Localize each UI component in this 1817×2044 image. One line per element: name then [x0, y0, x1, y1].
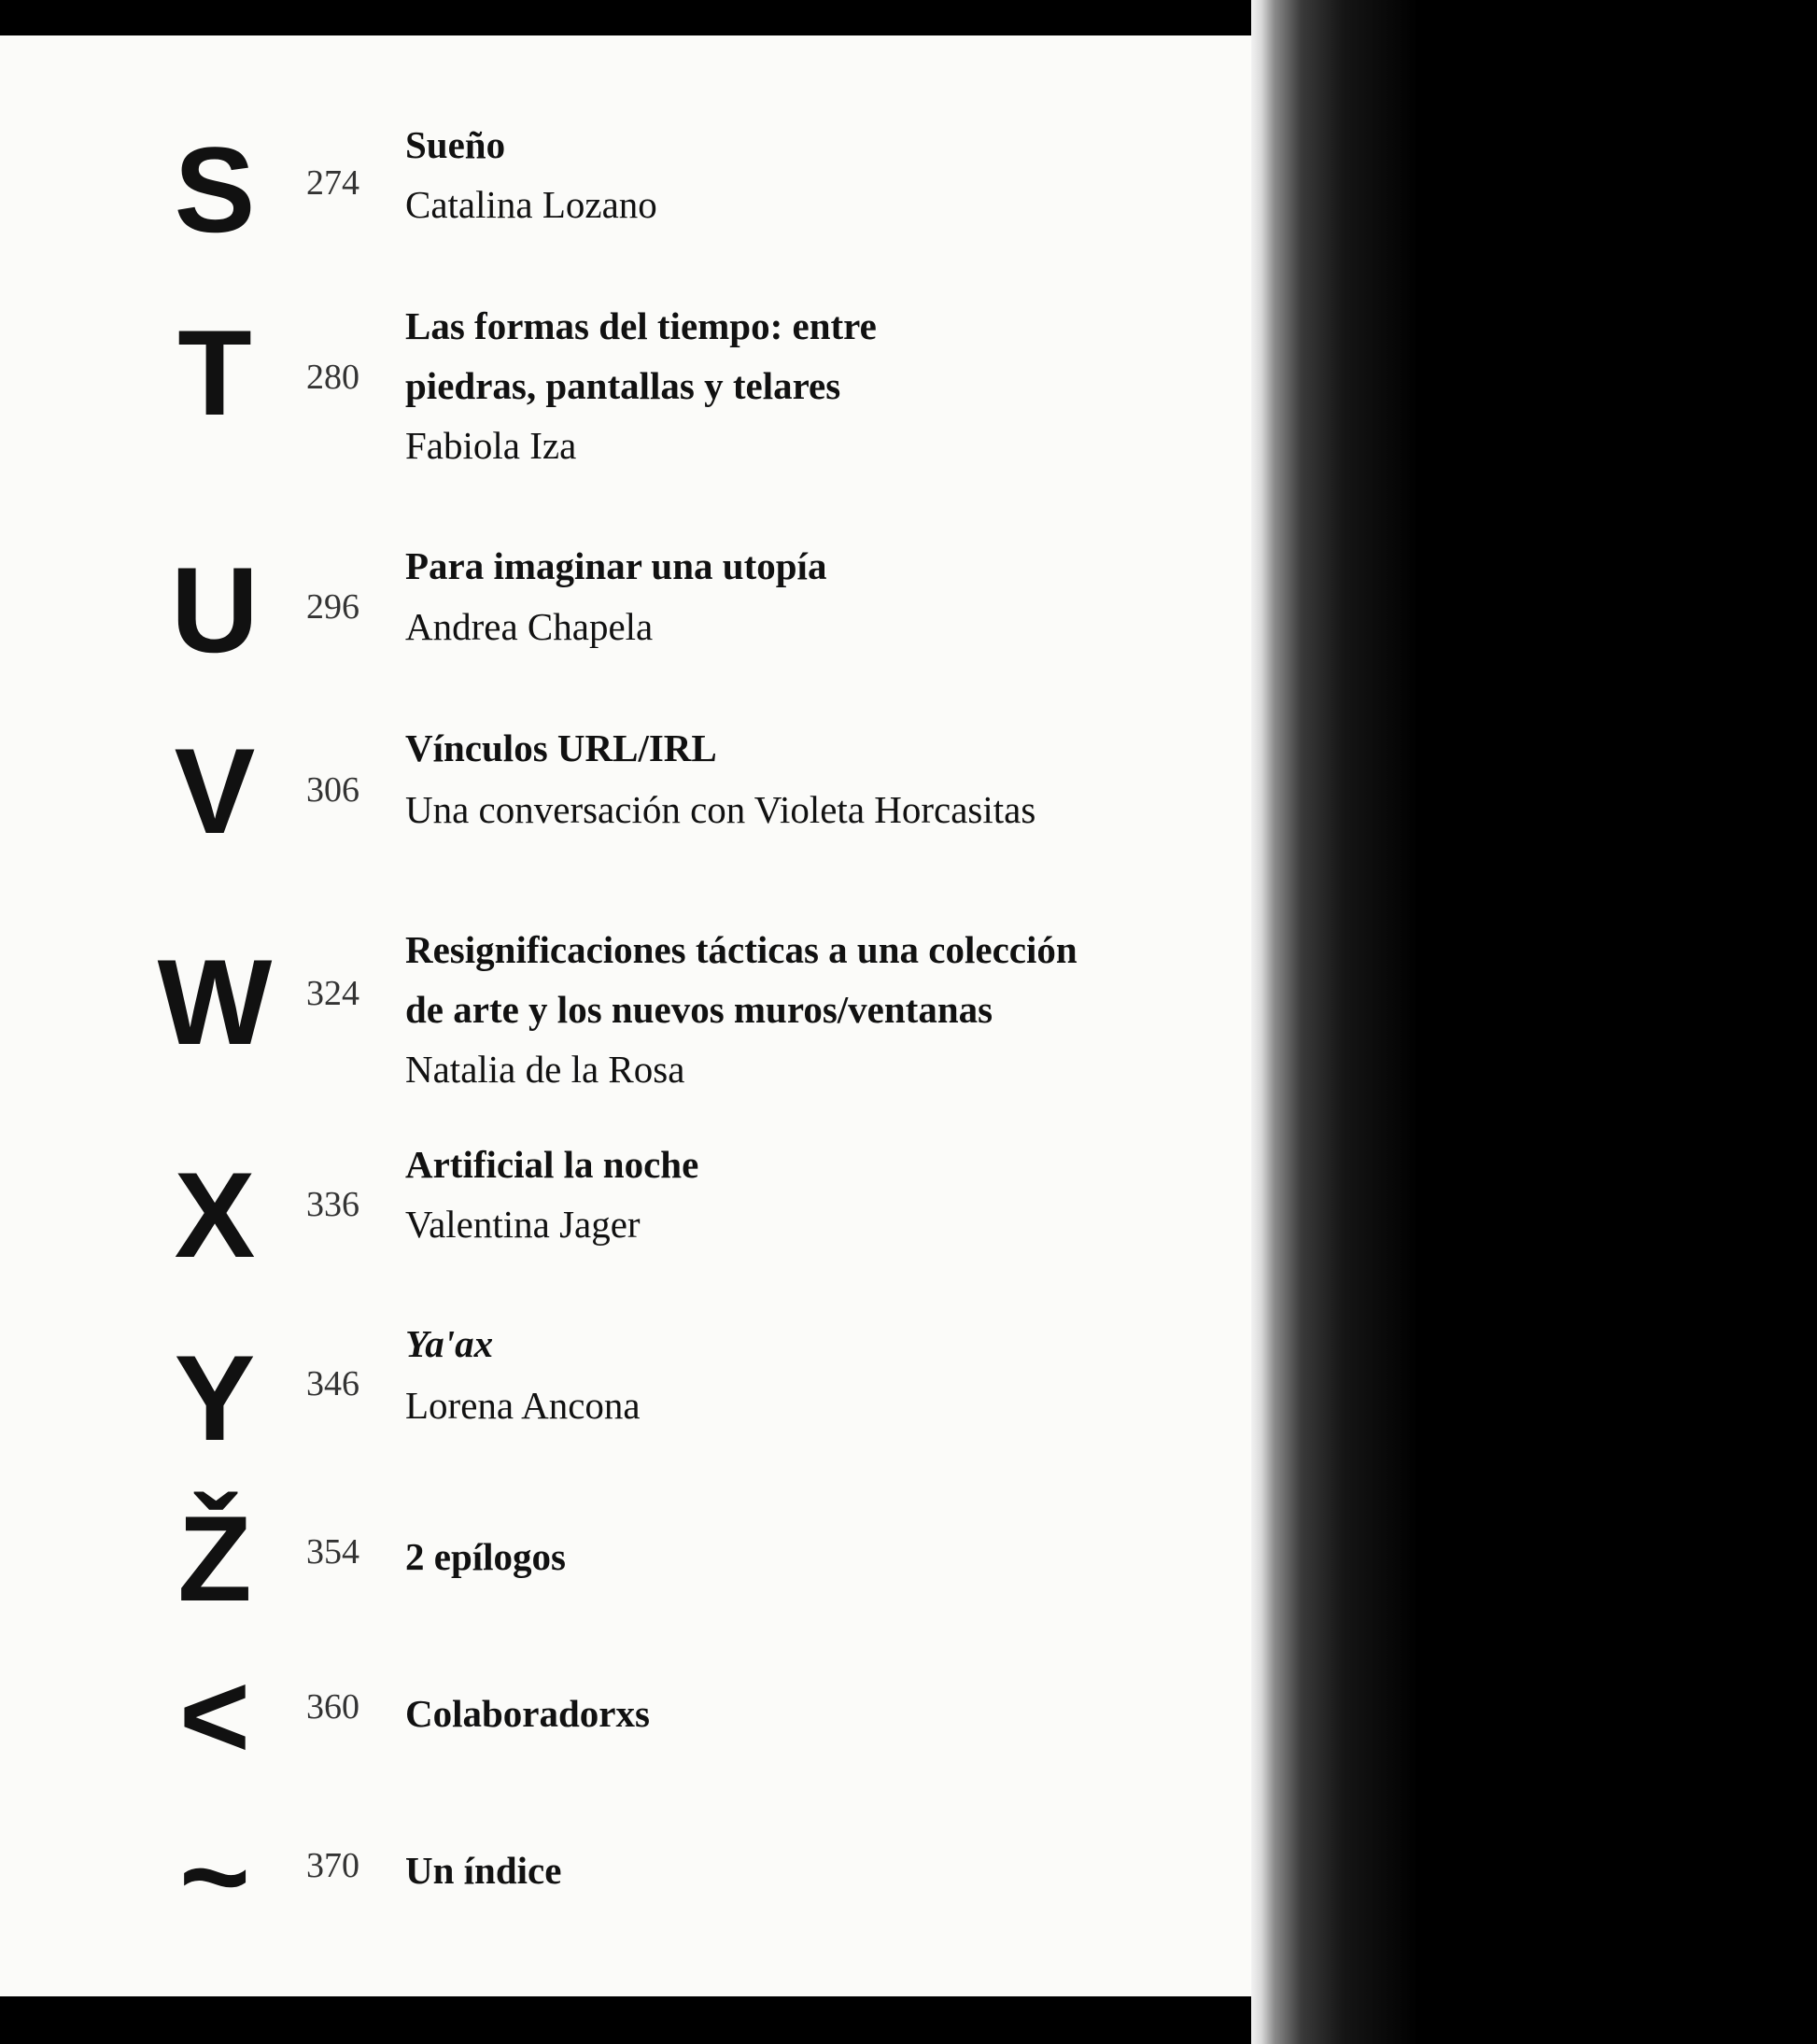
- book-spine-shadow: [1251, 0, 1419, 2044]
- section-letter: S: [174, 121, 256, 258]
- book-page: [0, 35, 1251, 1996]
- entry-title: Un índice: [405, 1849, 562, 1892]
- entry-title: piedras, pantallas y telares: [405, 364, 841, 407]
- entry-title: Ya'ax: [405, 1322, 494, 1365]
- entry-author: Una conversación con Violeta Horcasitas: [405, 788, 1036, 831]
- page-number: 336: [306, 1185, 359, 1224]
- section-letter: U: [171, 542, 259, 678]
- entry-author: Fabiola Iza: [405, 424, 577, 467]
- page-number: 354: [306, 1532, 359, 1572]
- page-number: 274: [306, 163, 359, 203]
- page-number: 306: [306, 770, 359, 810]
- section-letter: W: [157, 934, 273, 1070]
- entry-author: Andrea Chapela: [405, 605, 654, 648]
- page-number: 370: [306, 1846, 359, 1885]
- section-letter: Ž: [177, 1490, 252, 1627]
- entry-author: Lorena Ancona: [405, 1384, 641, 1427]
- section-letter: ~: [179, 1808, 250, 1944]
- entry-title: 2 epílogos: [405, 1535, 566, 1578]
- entry-title: Sueño: [405, 123, 506, 166]
- page-number: 346: [306, 1364, 359, 1403]
- section-letter: Y: [174, 1330, 256, 1466]
- entry-title: Vínculos URL/IRL: [405, 726, 717, 769]
- entry-title: de arte y los nuevos muros/ventanas: [405, 988, 993, 1031]
- entry-title: Artificial la noche: [405, 1143, 699, 1186]
- section-letter: <: [179, 1647, 250, 1783]
- entry-title: Colaboradorxs: [405, 1692, 650, 1735]
- page-number: 324: [306, 974, 359, 1013]
- entry-author: Natalia de la Rosa: [405, 1048, 685, 1091]
- section-letter: V: [174, 723, 256, 859]
- page-number: 360: [306, 1687, 359, 1727]
- entry-title: Resignificaciones tácticas a una colección: [405, 928, 1078, 971]
- page-number: 296: [306, 587, 359, 627]
- entry-title: Las formas del tiempo: entre: [405, 304, 877, 347]
- section-letter: X: [174, 1147, 256, 1283]
- page-number: 280: [306, 358, 359, 397]
- entry-title: Para imaginar una utopía: [405, 544, 827, 587]
- entry-author: Valentina Jager: [405, 1203, 641, 1246]
- section-letter: T: [177, 304, 252, 441]
- entry-author: Catalina Lozano: [405, 183, 657, 226]
